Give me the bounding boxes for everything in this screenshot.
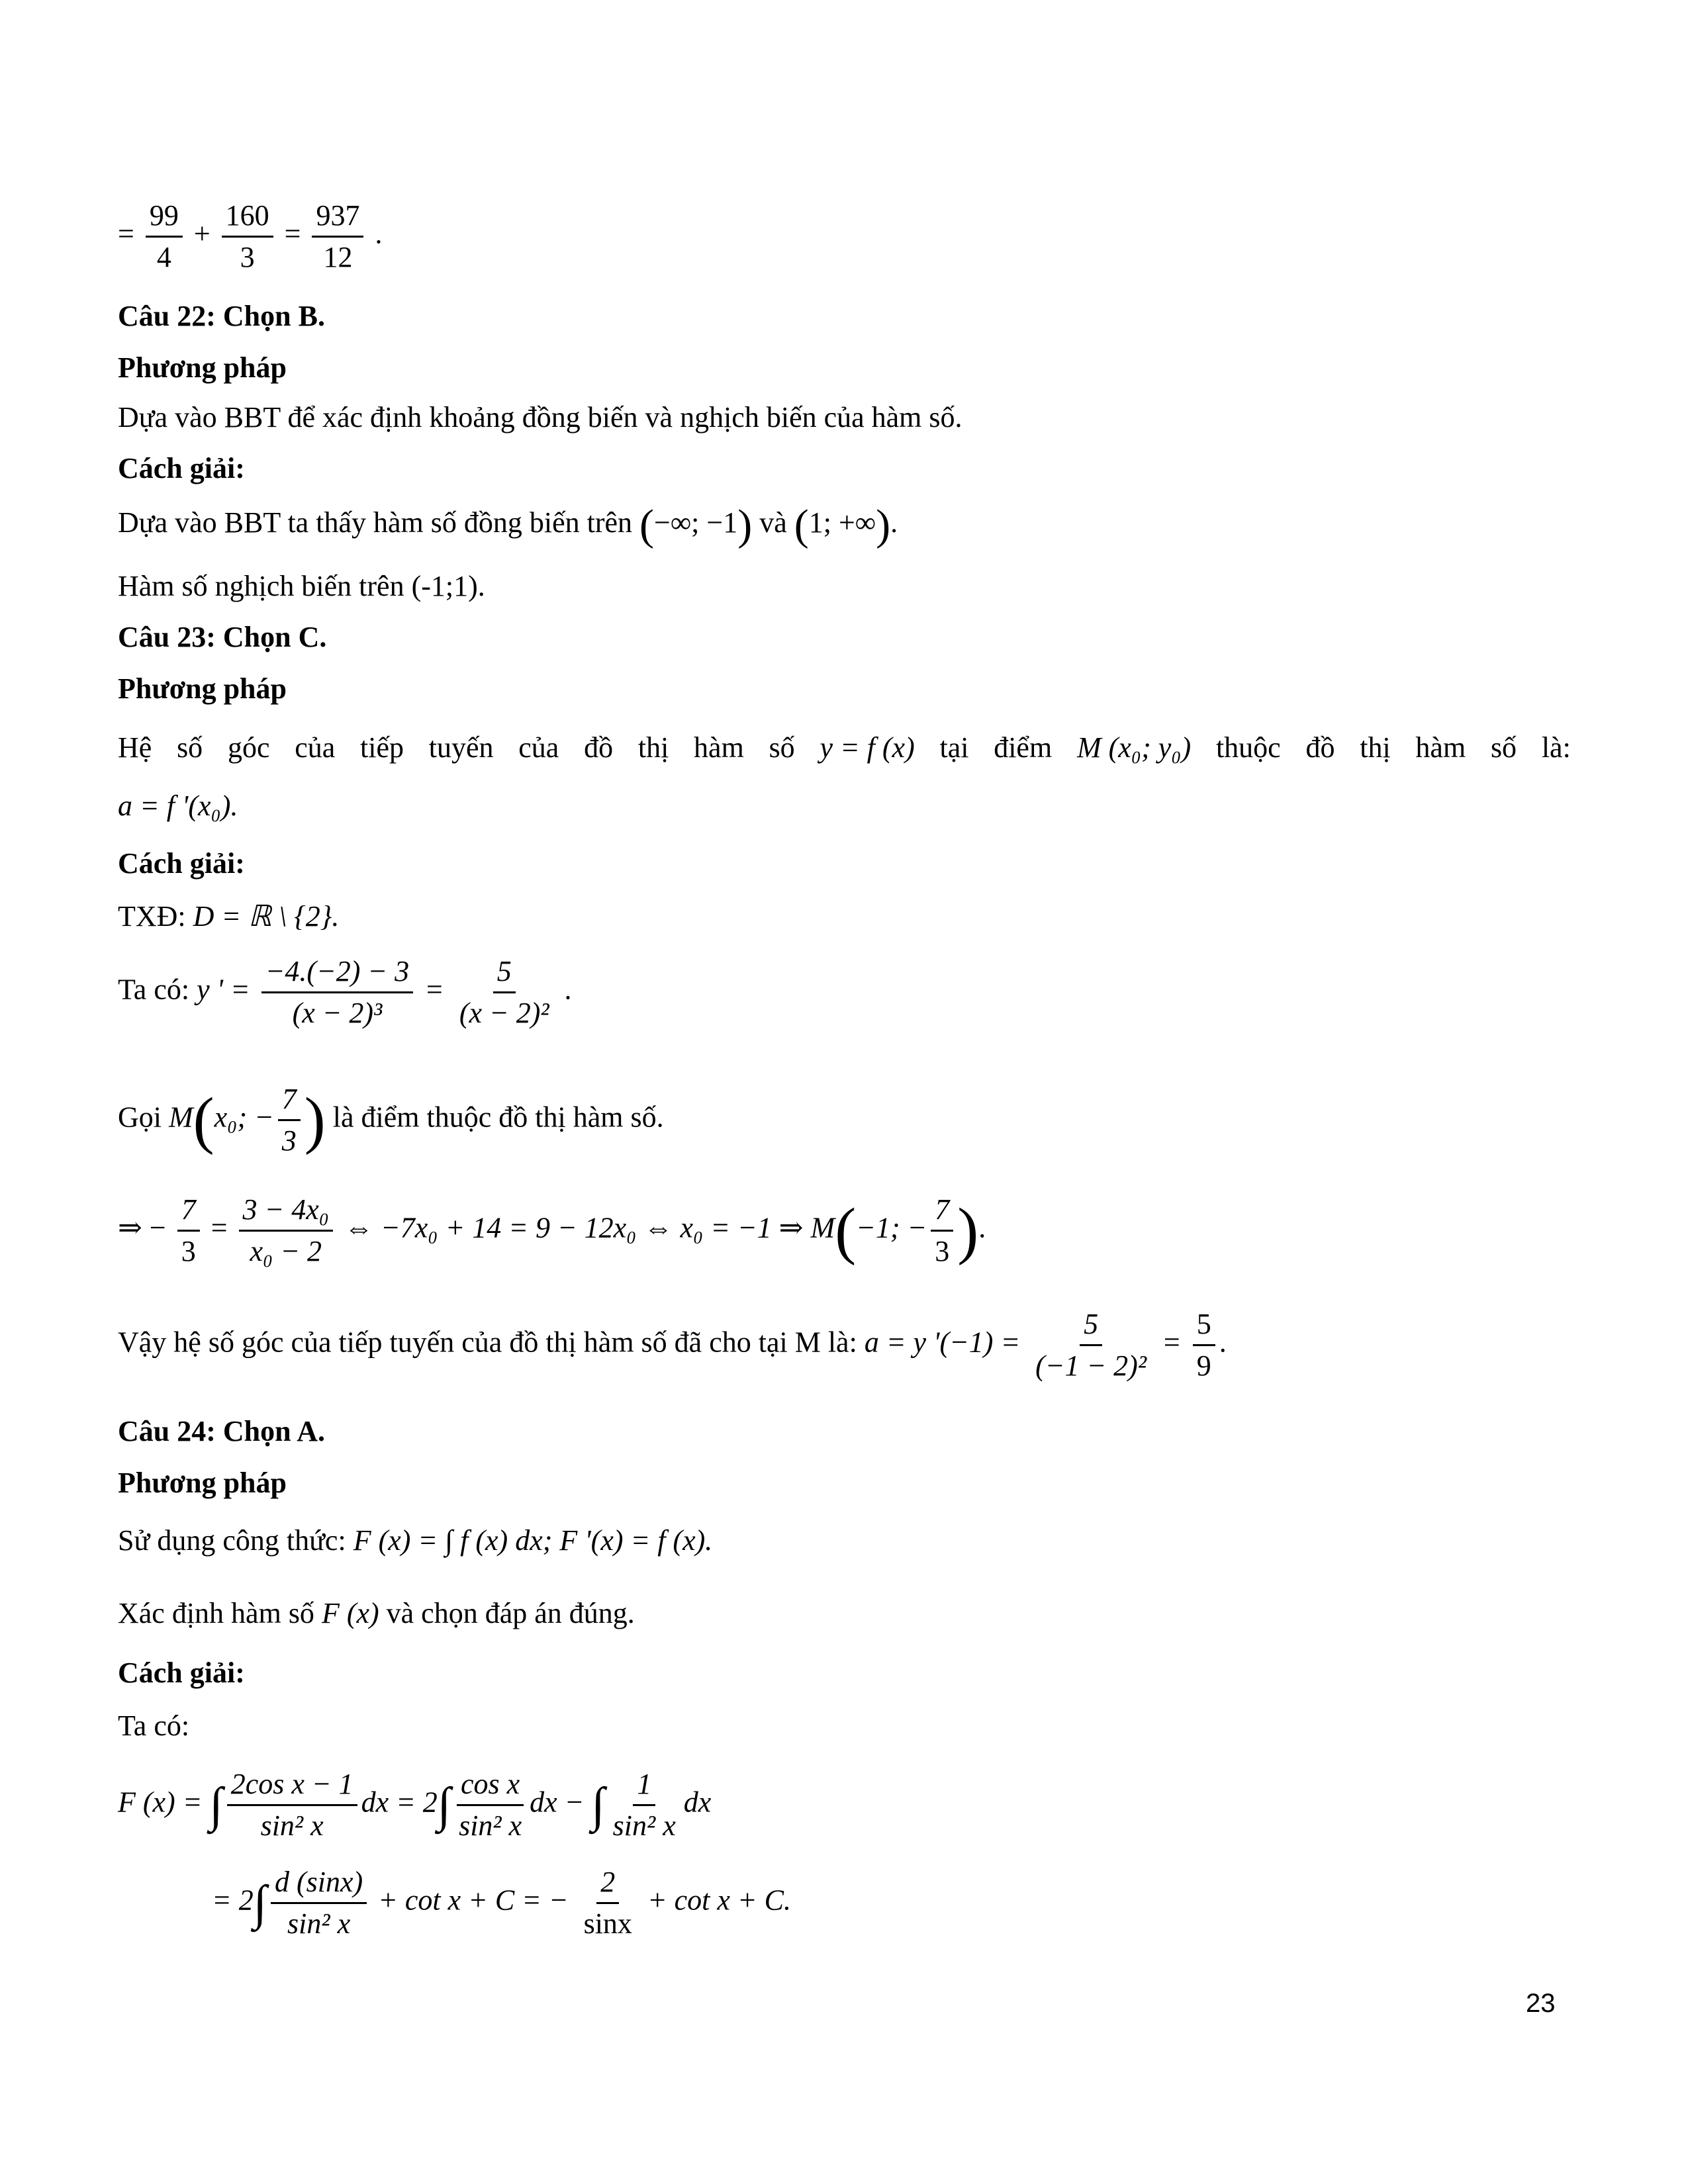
solution-heading: Cách giải: bbox=[118, 1657, 245, 1689]
solution-text: Ta có: bbox=[118, 1709, 190, 1742]
fraction: $\frac{7}{3}$ bbox=[931, 1193, 953, 1269]
fraction: $\frac{\text{2cos x − 1}}{\text{sin² x}}$ bbox=[227, 1767, 357, 1843]
fraction: $\frac{5}{9}$ bbox=[1193, 1307, 1215, 1383]
fraction: $\frac{937}{12}$ bbox=[312, 199, 363, 275]
method-heading: Phương pháp bbox=[118, 351, 287, 384]
question-24-title: Câu 24: Chọn A. bbox=[118, 1415, 325, 1447]
point-definition: Gọi M(x₀; − $\frac{7}{3}$ ) là điểm thuộc đồ thị hàm số. bbox=[118, 1083, 664, 1157]
page-number: 23 bbox=[1526, 1989, 1556, 2018]
integral-line-1: F (x) = ∫ $\frac{\text{2cos x − 1}}{\text{sin² x}}$ dx = 2∫ $\frac{\text{cos x}}{\text{sin² x}}$ dx − ∫ $\frac{1}{\text{sin² x}}$ dx bbox=[118, 1768, 712, 1842]
fraction: $\frac{\text{3 − 4x₀}}{\text{x₀ − 2}}$ bbox=[239, 1193, 334, 1269]
method-formula: a = f '(x₀). bbox=[118, 790, 238, 822]
solution-heading: Cách giải: bbox=[118, 452, 245, 484]
integral-line-2: = 2∫ $\frac{d (\sin x)}{\text{sin² x}}$ + cot x + C = − $\frac{2}{\sin x}$ + cot x + C. bbox=[212, 1866, 791, 1940]
method-text: Xác định hàm số F (x) và chọn đáp án đúng. bbox=[118, 1597, 635, 1629]
derivative-line: Ta có: y ' = $\frac{-4.(-2) - 3}{\text{(x − 2)³}}$ = $\frac{5}{\text{(x − 2)²}}$ . bbox=[118, 955, 572, 1029]
solution-text: Dựa vào BBT ta thấy hàm số đồng biến trên (−∞; −1) và (1; +∞). bbox=[118, 500, 898, 549]
fraction: $\frac{5}{\text{(−1 − 2)²}}$ bbox=[1035, 1308, 1147, 1382]
fraction: $\frac{d (\sin x)}{\text{sin² x}}$ bbox=[271, 1865, 367, 1941]
fraction: $\frac{5}{\text{(x − 2)²}}$ bbox=[459, 955, 549, 1029]
fraction: $\frac{160}{3}$ bbox=[222, 199, 273, 275]
question-22-title: Câu 22: Chọn B. bbox=[118, 300, 325, 332]
method-text: Hệ số góc của tiếp tuyến của đồ thị hàm số y = f (x) tại điểm M (x₀; y₀) thuộc đồ thị hàm số là: bbox=[118, 731, 1571, 764]
solution-text: Hàm số nghịch biến trên (-1;1). bbox=[118, 570, 485, 602]
fraction: $\frac{-4.(-2) - 3}{\text{(x − 2)³}}$ bbox=[261, 954, 413, 1030]
method-text: Sử dụng công thức: F (x) = ∫ f (x) dx; F '(x) = f (x). bbox=[118, 1524, 713, 1557]
domain-line: TXĐ: D = ℝ \ {2}. bbox=[118, 900, 340, 933]
implication-line: ⇒ − $\frac{7}{3}$ = $\frac{\text{3 − 4x₀}}{\text{x₀ − 2}}$ ⇔ −7x₀ + 14 = 9 − 12x₀ ⇔ x₀ = −1 ⇒ M(−1; − $\frac{7}{3}$ ). bbox=[118, 1193, 986, 1267]
method-heading: Phương pháp bbox=[118, 672, 287, 705]
conclusion-line: Vậy hệ số góc của tiếp tuyến của đồ thị hàm số đã cho tại M là: a = y '(−1) = $\frac{5}{\text{(−1 − 2)²}}$ = $\frac{5}{9}$ . bbox=[118, 1308, 1227, 1382]
method-heading: Phương pháp bbox=[118, 1467, 287, 1499]
solution-heading: Cách giải: bbox=[118, 847, 245, 880]
fraction: $\frac{2}{\sin x}$ bbox=[583, 1866, 632, 1940]
equation-result: = $\frac{99}{4}$ + $\frac{160}{3}$ = $\frac{937}{12}$ . bbox=[118, 199, 383, 273]
method-text: Dựa vào BBT để xác định khoảng đồng biến và nghịch biến của hàm số. bbox=[118, 401, 962, 433]
fraction: $\frac{\text{cos x}}{\text{sin² x}}$ bbox=[455, 1767, 526, 1843]
question-23-title: Câu 23: Chọn C. bbox=[118, 621, 327, 653]
fraction: $\frac{1}{\text{sin² x}}$ bbox=[612, 1768, 676, 1842]
fraction: $\frac{99}{4}$ bbox=[146, 199, 183, 275]
fraction: $\frac{7}{3}$ bbox=[177, 1193, 200, 1269]
fraction: $\frac{7}{3}$ bbox=[278, 1082, 301, 1158]
